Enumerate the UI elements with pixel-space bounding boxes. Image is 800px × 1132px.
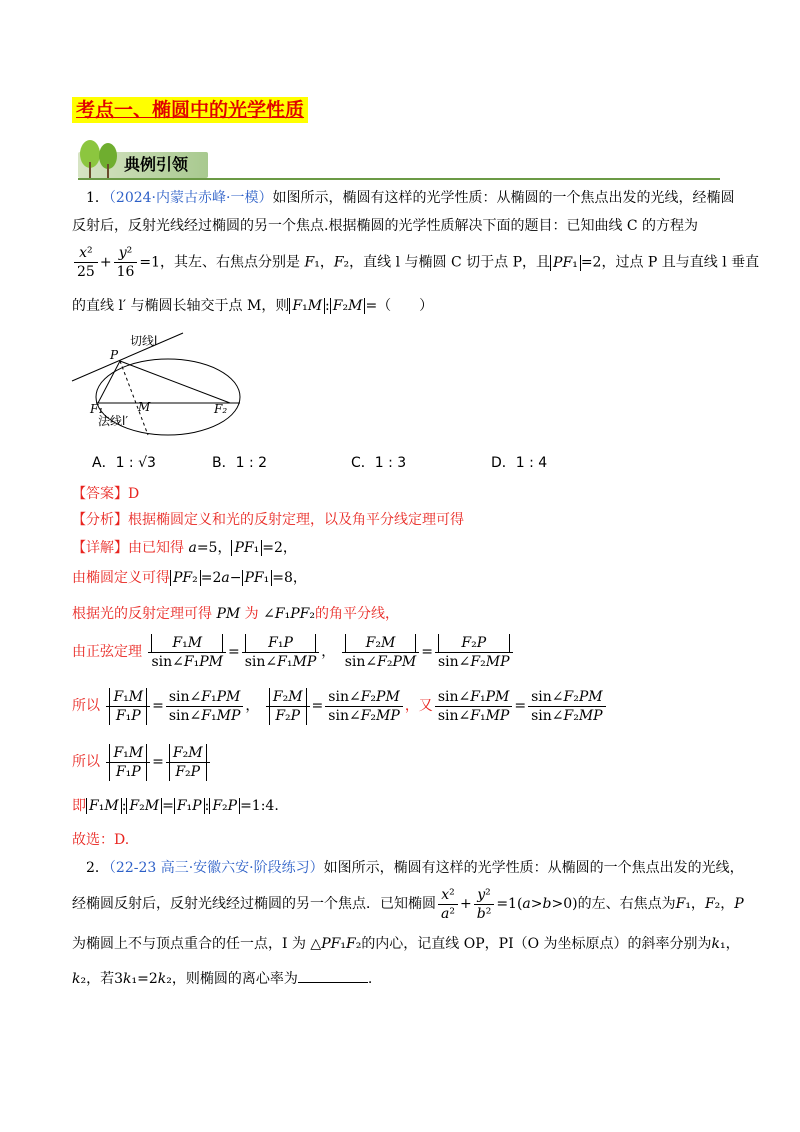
label-M: M: [138, 400, 151, 414]
step-2: 由椭圆定义可得 PF₂ =2a− PF₁ =8，: [72, 570, 307, 586]
analysis-row: 【分析】根据椭圆定义和光的反射定理，以及角平分线定理可得: [72, 512, 464, 528]
choice-c[interactable]: C．1 : 3: [351, 455, 407, 471]
q1-line3: $\frac{\text{x²}}{25}$ + $\frac{\text{y²}}{16}$ =1，其左、右焦点分别是 F₁，F₂，直线 l 与椭圆 C 切于点 P，且 PF₁ =2，过点 P 且与直线 l 垂直: [72, 244, 759, 281]
q1-frac-y: $\frac{\text{y²}}{16}$: [114, 244, 138, 281]
q2-line3: 为椭圆上不与顶点重合的任一点，I 为 △PF₁F₂的内心，记直线 OP，PI（O 为坐标原点）的斜率分别为k₁，: [72, 936, 740, 952]
step-7: 即 F₁M : F₂M = F₁P : F₂P =1:4.: [72, 798, 279, 814]
q1-line2: 反射后，反射光线经过椭圆的另一个焦点.根据椭圆的光学性质解决下面的题目：已知曲线 C 的方程为: [72, 218, 699, 234]
label-normal: 法线l′: [98, 414, 129, 428]
step-3: 根据光的反射定理可得 PM 为 ∠F₁PF₂的角平分线，: [72, 606, 399, 622]
q1-number: 1．: [86, 190, 109, 206]
q2-line4: k₂，若3k₁=2k₂，则椭圆的离心率为 .: [72, 968, 372, 989]
choice-a[interactable]: A．1 : √3: [92, 455, 156, 471]
section-title: 考点一、椭圆中的光学性质: [72, 97, 308, 123]
q1-line4: 的直线 l′ 与椭圆长轴交于点 M，则 F₁M : F₂M =（ ）: [72, 298, 434, 314]
detail-row: 【详解】由已知得 a=5， PF₁ =2，: [72, 540, 297, 556]
step-6: 所以 $\frac{\text{F₁M}}{\text{F₁P}}$ = $\frac{\text{F₂M}}{\text{F₂P}}$: [72, 742, 212, 782]
q2-number: 2．: [86, 860, 109, 876]
conclusion: 故选：D.: [72, 832, 130, 848]
banner-label: 典例引领: [124, 155, 189, 174]
choice-d[interactable]: D．1 : 4: [491, 455, 548, 471]
label-tangent: 切线l: [130, 334, 158, 348]
answer-row: 【答案】D: [72, 486, 140, 502]
answer-blank[interactable]: [298, 968, 368, 983]
answer-value: D: [128, 486, 140, 502]
ellipse-diagram: [68, 325, 248, 440]
q1-text1: 如图所示，椭圆有这样的光学性质：从椭圆的一个焦点出发的光线，经椭圆: [272, 190, 735, 206]
q1-line1: [86, 188, 734, 208]
q1-source: （2024·内蒙古赤峰·一模）: [108, 190, 273, 206]
q2-line2: 经椭圆反射后，反射光线经过椭圆的另一个焦点．已知椭圆 $\frac{\text{x²}}{\text{a²}}$ + $\frac{\text{y²}}{\text{b²}}$ =1(a>b>0)的左、右焦点为F₁，F₂，P: [72, 886, 744, 922]
label-F1: F₁: [90, 402, 104, 416]
label-F2: F₂: [214, 402, 228, 416]
step-5: 所以 $\frac{\text{F₁M}}{\text{F₁P}}$ = $\frac{\text{sin∠F₁PM}}{\text{sin∠F₁MP}}$ ， $\frac{\text{F₂M}}{\text{F₂P}}$ = $\frac{\text{sin∠F₂PM}}{\text{sin∠F₂MP}}$ ，又 $\frac{\text{sin∠F₁PM}}{\text{sin∠F₁MP}}$ = $\frac{\text{sin∠F₂PM}}{\text{sin∠F₂MP}}$: [72, 686, 608, 726]
banner-divider: [78, 178, 720, 180]
q2-source: （22-23 高三·安徽六安·阶段练习）: [108, 860, 324, 876]
q2-line1: 2．（22-23 高三·安徽六安·阶段练习）如图所示，椭圆有这样的光学性质：从椭圆的一个焦点出发的光线，: [86, 860, 744, 876]
choice-b[interactable]: B．1 : 2: [212, 455, 268, 471]
label-P: P: [110, 348, 119, 362]
tree-icon: [76, 138, 122, 182]
step-4: 由正弦定理 $\frac{\text{F₁M}}{\text{sin∠F₁PM}}$ = $\frac{\text{F₁P}}{\text{sin∠F₁MP}}$ ， $\frac{\text{F₂M}}{\text{sin∠F₂PM}}$ = $\frac{\text{F₂P}}{\text{sin∠F₂MP}}$: [72, 632, 515, 672]
q1-frac-x: $\frac{\text{x²}}{25}$: [74, 244, 98, 281]
